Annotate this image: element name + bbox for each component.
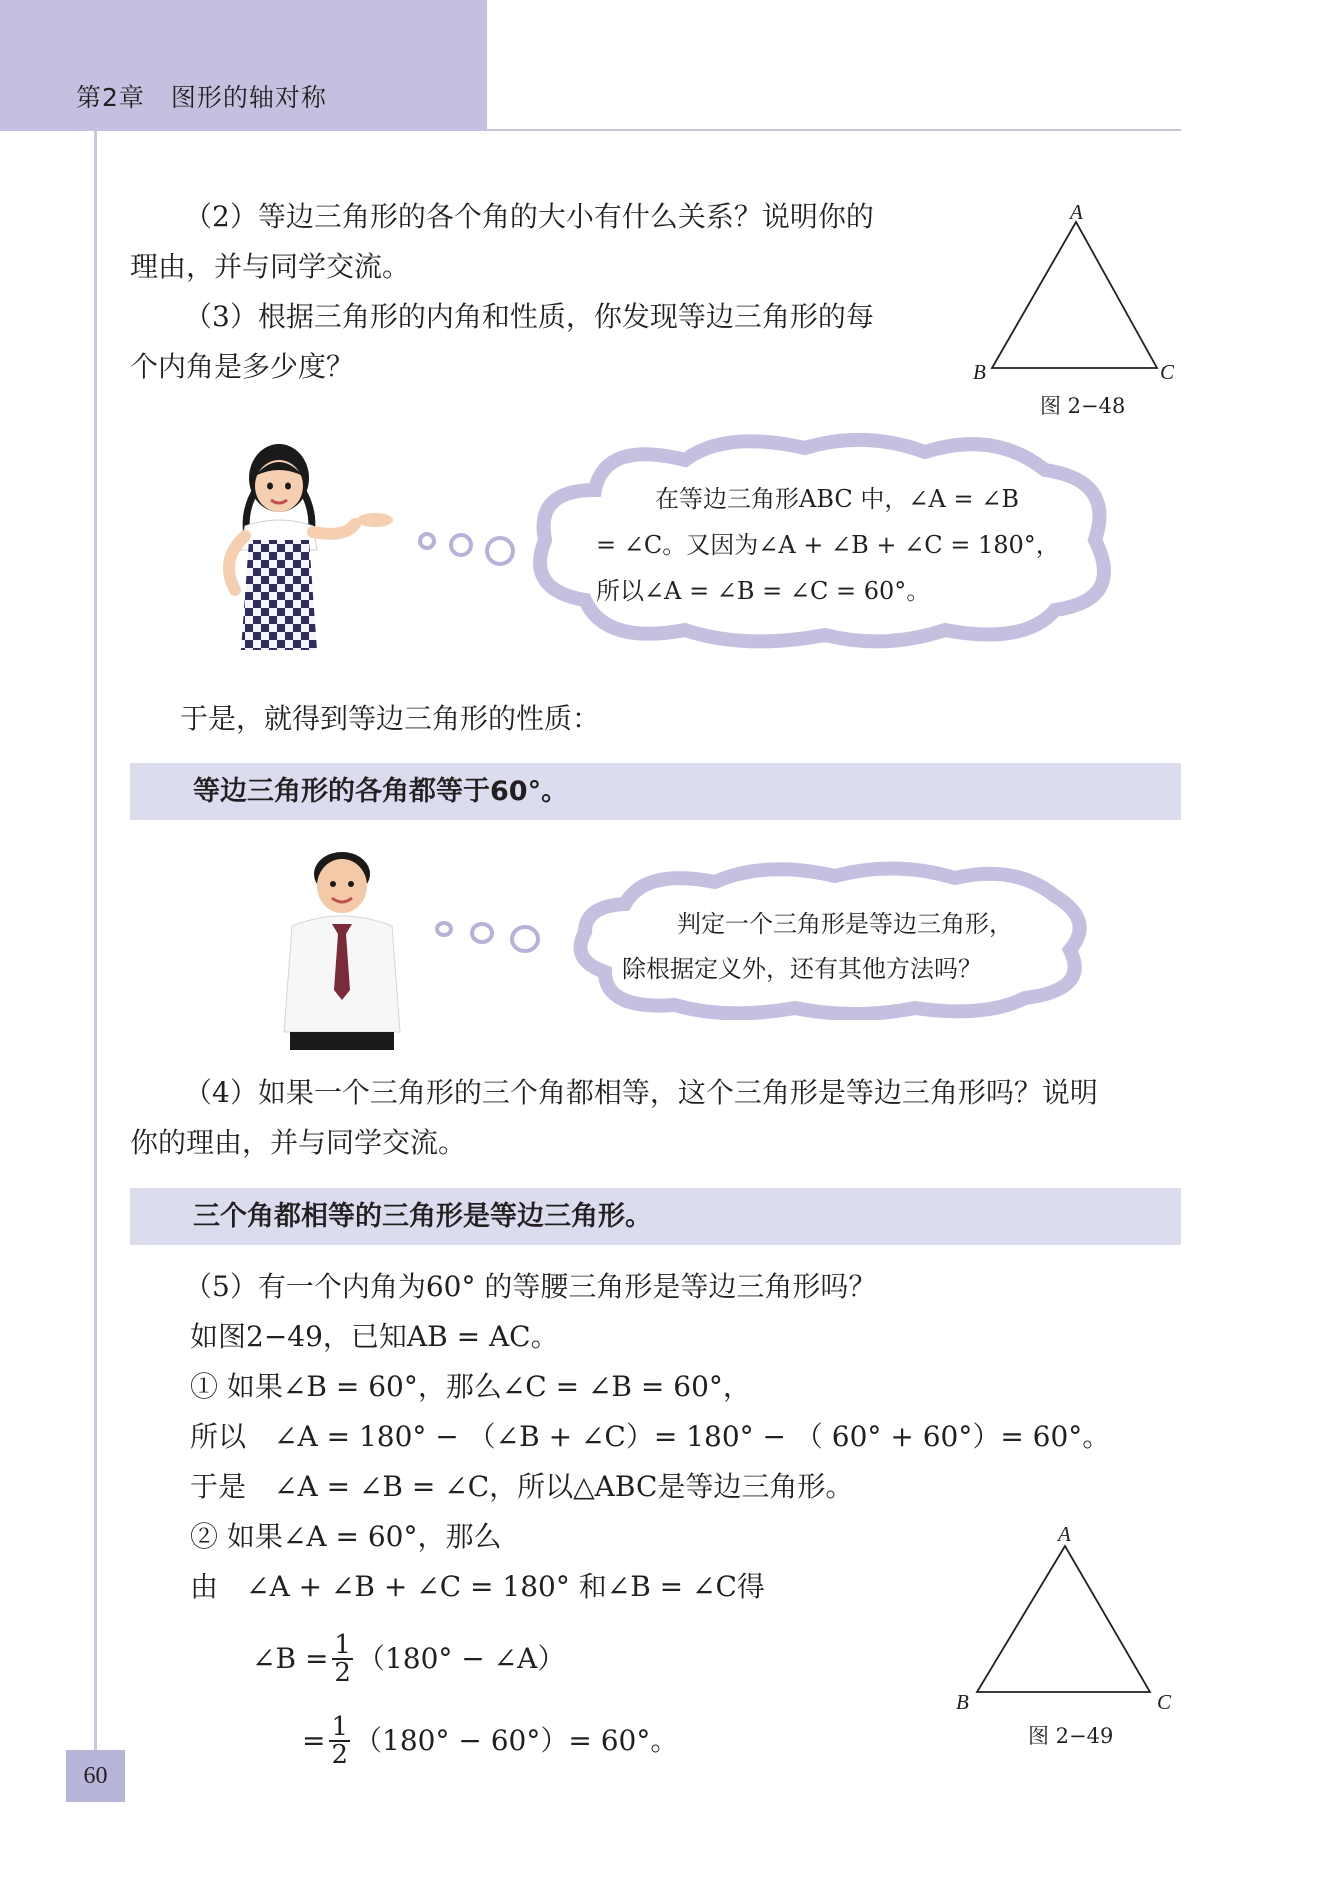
equation-2 bbox=[302, 1714, 678, 1768]
question-2-line-2: 理由，并与同学交流。 bbox=[130, 250, 411, 283]
chapter-header-title bbox=[76, 78, 327, 114]
fig48-vertex-c: C bbox=[1160, 360, 1175, 384]
fig49-caption: 图 2−49 bbox=[1028, 1724, 1114, 1748]
chapter-title: 图形的轴对称 bbox=[170, 83, 327, 112]
fig49-vertex-a: A bbox=[1058, 1522, 1071, 1546]
margin-rule bbox=[94, 131, 97, 1751]
boy-illustration bbox=[270, 840, 420, 1050]
equation-2-rhs: （180° − 60°）= 60°。 bbox=[354, 1724, 679, 1757]
fraction-denominator: 2 bbox=[331, 1740, 349, 1770]
question-4-line-2: 你的理由，并与同学交流。 bbox=[130, 1126, 467, 1159]
equation-1-lhs: ∠B = bbox=[252, 1642, 329, 1675]
question-2-line-1: （2）等边三角形的各个角的大小有什么关系？说明你的 bbox=[184, 200, 874, 233]
figure-2-49 bbox=[960, 1530, 1180, 1710]
triangle-abc-equilateral bbox=[992, 222, 1157, 368]
fraction-numerator: 1 bbox=[334, 1630, 351, 1660]
proof-case-1-conclusion: 于是 ∠A = ∠B = ∠C，所以△ABC是等边三角形。 bbox=[190, 1470, 854, 1503]
property-box-2-text: 三个角都相等的三角形是等边三角形。 bbox=[193, 1201, 652, 1232]
page-number: 60 bbox=[66, 1750, 125, 1802]
equation-2-lhs: = bbox=[302, 1724, 326, 1757]
fraction-half-2 bbox=[329, 1714, 350, 1768]
property-box-2 bbox=[130, 1188, 1181, 1245]
cloud1-line-3: 所以∠A = ∠B = ∠C = 60°。 bbox=[596, 577, 931, 605]
fig49-vertex-c: C bbox=[1157, 1690, 1172, 1714]
fig49-vertex-b: B bbox=[956, 1690, 969, 1714]
equation-1-rhs: （180° − ∠A） bbox=[356, 1642, 566, 1675]
fig48-vertex-b: B bbox=[973, 360, 986, 384]
cloud1-line-1: 在等边三角形ABC 中，∠A = ∠B bbox=[655, 485, 1019, 513]
thought-bubbles-2 bbox=[430, 915, 550, 965]
property-box-1 bbox=[130, 763, 1181, 820]
header-rule bbox=[487, 129, 1181, 131]
cloud1-line-2: = ∠C。又因为∠A + ∠B + ∠C = 180°， bbox=[596, 531, 1060, 559]
thought-bubbles-1 bbox=[415, 525, 525, 575]
equation-1 bbox=[252, 1632, 565, 1686]
question-3-line-2: 个内角是多少度？ bbox=[130, 350, 355, 383]
property-intro: 于是，就得到等边三角形的性质： bbox=[180, 702, 601, 735]
proof-given: 如图2−49，已知AB = AC。 bbox=[190, 1320, 559, 1353]
triangle-abc-isosceles bbox=[977, 1546, 1150, 1692]
fraction-denominator: 2 bbox=[334, 1658, 351, 1688]
chapter-number: 第2章 bbox=[76, 83, 145, 112]
proof-case-2-from: 由 ∠A + ∠B + ∠C = 180° 和∠B = ∠C得 bbox=[190, 1570, 765, 1603]
proof-case-1-calc: 所以 ∠A = 180° − （∠B + ∠C）= 180° − （ 60° + 60°）= 60°。 bbox=[190, 1420, 1111, 1453]
figure-2-48 bbox=[960, 200, 1180, 400]
cloud2-line-1: 判定一个三角形是等边三角形， bbox=[677, 910, 1013, 938]
girl-illustration bbox=[205, 440, 415, 660]
fraction-numerator: 1 bbox=[331, 1712, 349, 1742]
property-box-1-text: 等边三角形的各角都等于60°。 bbox=[193, 776, 569, 807]
proof-case-2: ② 如果∠A = 60°，那么 bbox=[190, 1520, 502, 1553]
question-5: （5）有一个内角为60° 的等腰三角形是等边三角形吗？ bbox=[184, 1270, 877, 1303]
fig48-caption: 图 2−48 bbox=[1040, 394, 1126, 418]
proof-case-1: ① 如果∠B = 60°，那么∠C = ∠B = 60°， bbox=[190, 1370, 751, 1403]
question-3-line-1: （3）根据三角形的内角和性质，你发现等边三角形的每 bbox=[184, 300, 874, 333]
question-4-line-1: （4）如果一个三角形的三个角都相等，这个三角形是等边三角形吗？说明 bbox=[184, 1076, 1098, 1109]
fraction-half-1 bbox=[332, 1632, 353, 1686]
cloud2-line-2: 除根据定义外，还有其他方法吗？ bbox=[622, 955, 982, 983]
fig48-vertex-a: A bbox=[1070, 200, 1083, 224]
